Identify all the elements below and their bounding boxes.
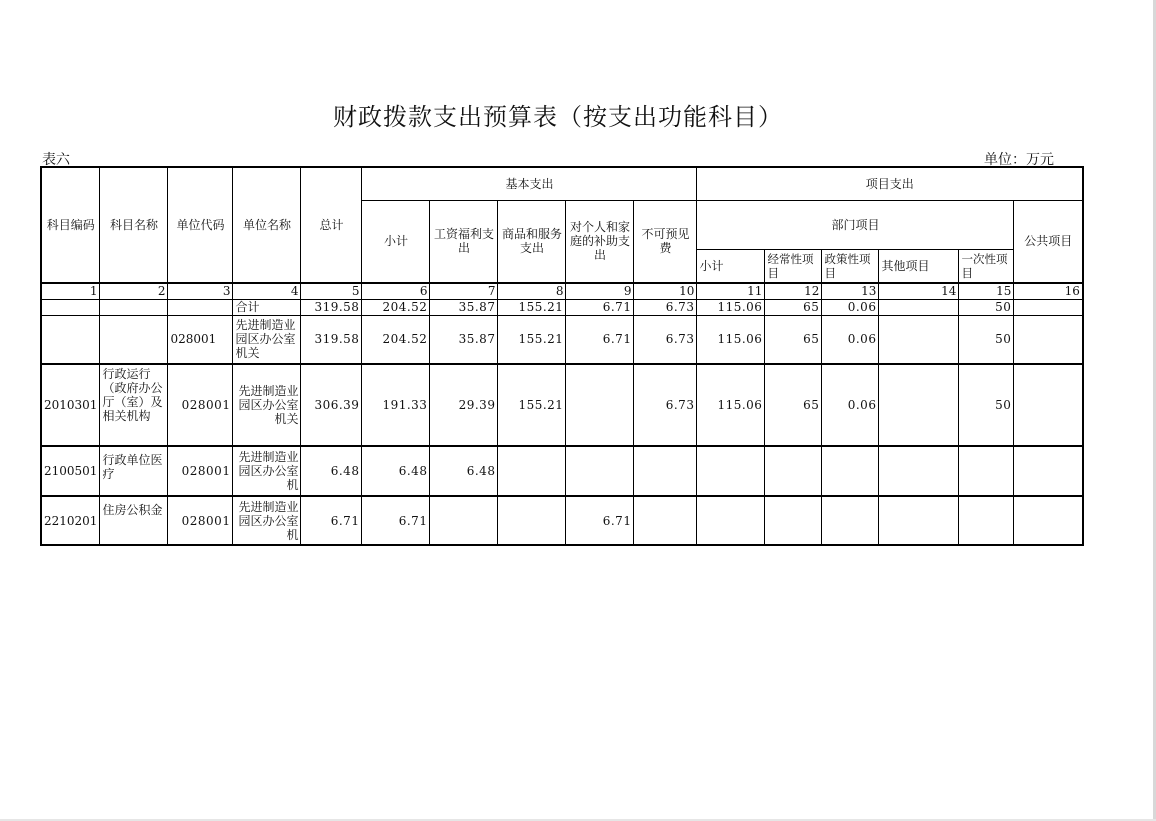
header-other: 其他项目 — [879, 249, 959, 283]
cell-wages: 35.87 — [430, 299, 498, 315]
cell-policy — [822, 496, 879, 545]
cell-unit-name: 先进制造业园区办公室机 — [233, 496, 301, 545]
header-code: 科目编码 — [41, 167, 100, 283]
cell-personal: 6.71 — [566, 315, 634, 364]
cell-wages: 6.48 — [430, 446, 498, 496]
cell-project-subtotal: 115.06 — [697, 299, 765, 315]
cell-unit-code: 028001 — [168, 364, 233, 446]
cell-project-subtotal — [697, 496, 765, 545]
cell-unforeseen: 6.73 — [634, 315, 697, 364]
cell-project-subtotal: 115.06 — [697, 364, 765, 446]
cell-regular — [765, 446, 822, 496]
cell-basic-subtotal: 204.52 — [362, 315, 430, 364]
cell-unit-code: 028001 — [168, 446, 233, 496]
cell-public — [1014, 446, 1083, 496]
header-name: 科目名称 — [100, 167, 168, 283]
cell-total: 319.58 — [301, 299, 362, 315]
cell-goods — [498, 496, 566, 545]
cell-basic-subtotal: 191.33 — [362, 364, 430, 446]
cell-total: 306.39 — [301, 364, 362, 446]
cell-unit-code: 028001 — [168, 496, 233, 545]
cell-name: 住房公积金 — [100, 496, 168, 545]
page-title: 财政拨款支出预算表（按支出功能科目） — [333, 103, 783, 131]
header-unit-name: 单位名称 — [233, 167, 301, 283]
header-policy: 政策性项目 — [822, 249, 879, 283]
cell-name — [100, 315, 168, 364]
cell-unit-code: 028001 — [168, 315, 233, 364]
cell-unit-code — [168, 299, 233, 315]
col-number: 5 — [301, 283, 362, 299]
cell-total: 6.71 — [301, 496, 362, 545]
cell-regular — [765, 496, 822, 545]
cell-goods — [498, 446, 566, 496]
cell-public — [1014, 364, 1083, 446]
cell-personal: 6.71 — [566, 299, 634, 315]
col-number: 15 — [959, 283, 1014, 299]
cell-name: 行政运行（政府办公厅（室）及相关机构 — [100, 364, 168, 446]
cell-goods: 155.21 — [498, 364, 566, 446]
table-row — [41, 299, 1083, 315]
cell-other — [879, 315, 959, 364]
cell-total: 319.58 — [301, 315, 362, 364]
cell-code: 2010301 — [41, 364, 100, 446]
col-number: 14 — [879, 283, 959, 299]
cell-public — [1014, 299, 1083, 315]
header-onetime: 一次性项目 — [959, 249, 1014, 283]
cell-onetime: 50 — [959, 315, 1014, 364]
col-number: 16 — [1014, 283, 1083, 299]
table-row — [41, 496, 1083, 545]
cell-personal — [566, 364, 634, 446]
header-dept-subtotal: 小计 — [697, 249, 765, 283]
cell-personal: 6.71 — [566, 496, 634, 545]
budget-table — [40, 166, 1084, 546]
header-basic: 基本支出 — [362, 167, 697, 200]
table-row — [41, 315, 1083, 364]
col-number: 11 — [697, 283, 765, 299]
cell-project-subtotal — [697, 446, 765, 496]
cell-unforeseen — [634, 496, 697, 545]
header-unforeseen: 不可预见费 — [634, 200, 697, 283]
cell-goods: 155.21 — [498, 299, 566, 315]
col-number: 7 — [430, 283, 498, 299]
cell-policy: 0.06 — [822, 315, 879, 364]
cell-name: 行政单位医疗 — [100, 446, 168, 496]
col-number: 9 — [566, 283, 634, 299]
col-number: 8 — [498, 283, 566, 299]
col-number: 13 — [822, 283, 879, 299]
unit-label: 单位：万元 — [984, 152, 1054, 168]
header-regular: 经常性项目 — [765, 249, 822, 283]
cell-code: 2210201 — [41, 496, 100, 545]
cell-other — [879, 446, 959, 496]
cell-basic-subtotal: 204.52 — [362, 299, 430, 315]
cell-total: 6.48 — [301, 446, 362, 496]
cell-other — [879, 496, 959, 545]
table-row — [41, 446, 1083, 496]
cell-personal — [566, 446, 634, 496]
col-number: 12 — [765, 283, 822, 299]
cell-public — [1014, 496, 1083, 545]
cell-policy: 0.06 — [822, 299, 879, 315]
table-row — [41, 364, 1083, 446]
cell-policy — [822, 446, 879, 496]
cell-policy: 0.06 — [822, 364, 879, 446]
cell-wages — [430, 496, 498, 545]
cell-onetime — [959, 446, 1014, 496]
cell-project-subtotal: 115.06 — [697, 315, 765, 364]
cell-unit-name: 合计 — [233, 299, 301, 315]
col-number: 6 — [362, 283, 430, 299]
cell-onetime — [959, 496, 1014, 545]
cell-onetime: 50 — [959, 364, 1014, 446]
header-personal: 对个人和家庭的补助支出 — [566, 200, 634, 283]
cell-unforeseen: 6.73 — [634, 364, 697, 446]
cell-basic-subtotal: 6.71 — [362, 496, 430, 545]
cell-unit-name: 先进制造业园区办公室机 — [233, 446, 301, 496]
cell-code — [41, 299, 100, 315]
cell-code: 2100501 — [41, 446, 100, 496]
cell-regular: 65 — [765, 315, 822, 364]
cell-onetime: 50 — [959, 299, 1014, 315]
col-number: 2 — [100, 283, 168, 299]
col-number: 3 — [168, 283, 233, 299]
cell-goods: 155.21 — [498, 315, 566, 364]
cell-public — [1014, 315, 1083, 364]
header-goods: 商品和服务支出 — [498, 200, 566, 283]
cell-code — [41, 315, 100, 364]
cell-unforeseen: 6.73 — [634, 299, 697, 315]
cell-unit-name: 先进制造业园区办公室机关 — [233, 364, 301, 446]
header-basic-subtotal: 小计 — [362, 200, 430, 283]
cell-other — [879, 299, 959, 315]
cell-regular: 65 — [765, 364, 822, 446]
col-number: 4 — [233, 283, 301, 299]
cell-basic-subtotal: 6.48 — [362, 446, 430, 496]
header-total: 总计 — [301, 167, 362, 283]
header-dept: 部门项目 — [697, 200, 1014, 249]
cell-other — [879, 364, 959, 446]
col-number: 1 — [41, 283, 100, 299]
cell-wages: 35.87 — [430, 315, 498, 364]
cell-regular: 65 — [765, 299, 822, 315]
header-unit-code: 单位代码 — [168, 167, 233, 283]
cell-wages: 29.39 — [430, 364, 498, 446]
header-public: 公共项目 — [1014, 200, 1083, 283]
cell-name — [100, 299, 168, 315]
col-number: 10 — [634, 283, 697, 299]
cell-unit-name: 先进制造业园区办公室机关 — [233, 315, 301, 364]
header-wages: 工资福利支出 — [430, 200, 498, 283]
header-project: 项目支出 — [697, 167, 1083, 200]
table-number: 表六 — [42, 152, 70, 168]
cell-unforeseen — [634, 446, 697, 496]
